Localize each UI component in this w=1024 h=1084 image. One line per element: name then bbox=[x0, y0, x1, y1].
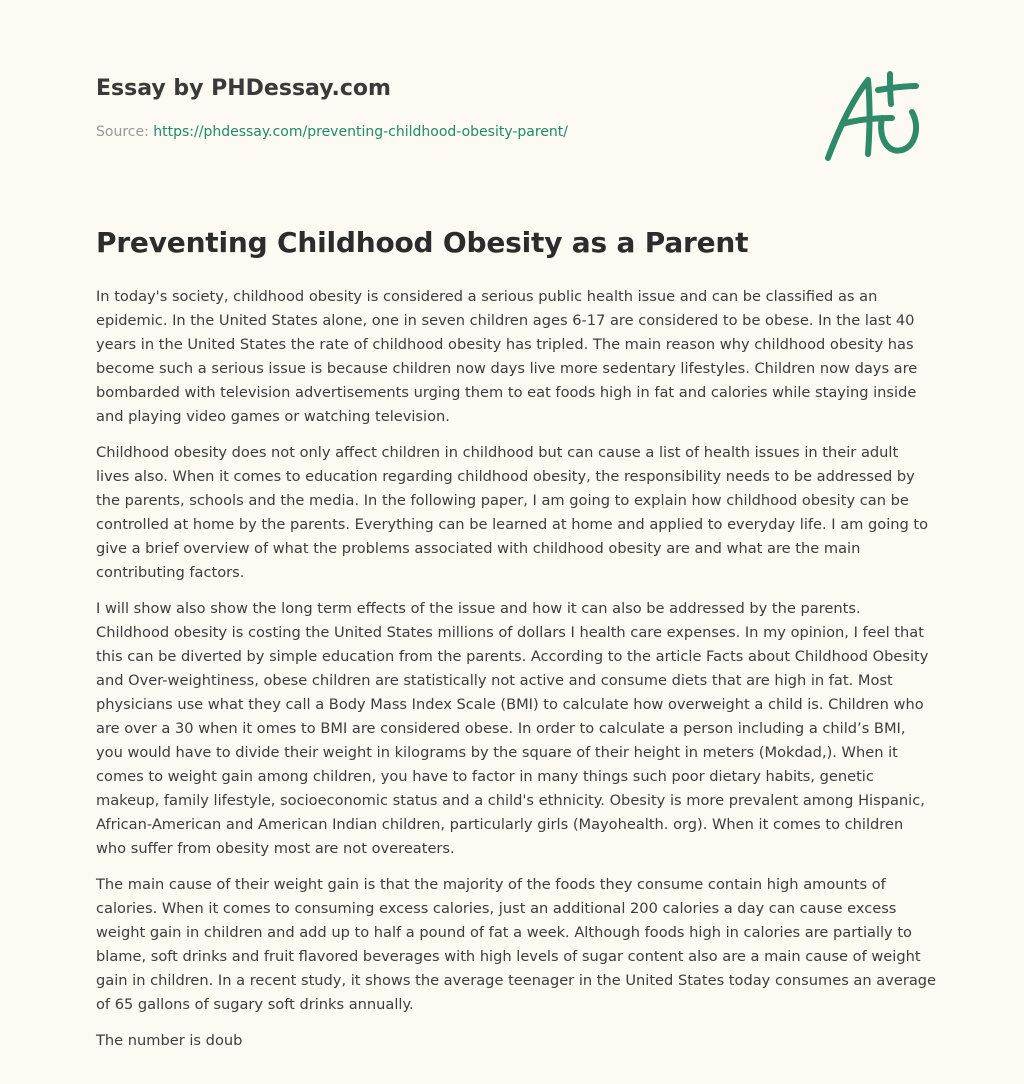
essay-paragraph: The main cause of their weight gain is that the majority of the foods they consume contain high amounts of calories. When it comes to consuming excess calories, just an additional 200 calories a day can cause excess weight gain in children and add up to half a pound of fat a week. Although foods high in calories are partially to blame, soft drinks and fruit flavored beverages with high levels of sugar content also are a main cause of weight gain in children. In a recent study, it shows the average teenager in the United States today consumes an average of 65 gallons of sugary soft drinks annually. bbox=[96, 876, 937, 1013]
essay-title: Preventing Childhood Obesity as a Parent bbox=[96, 226, 749, 259]
essay-body bbox=[96, 285, 936, 1065]
source-label: Source: bbox=[96, 124, 154, 140]
essay-paragraph: I will show also show the long term effects of the issue and how it can also be addressed by the parents. Childhood obesity is costing the United States millions of dollars I health care expenses. In my opinion, I feel that this can be diverted by simple education from the parents. According to the article Facts about Childhood Obesity and Over-weightiness, obese children are statistically not active and consume diets that are high in fat. Most physicians use what they call a Body Mass Index Scale (BMI) to calculate how overweight a child is. Children who are over a 30 when it omes to BMI are considered obese. In order to calculate a person including a child’s BMI, you would have to divide their weight in kilograms by the square of their height in meters (Mokdad,). When it comes to weight gain among children, you have to factor in many things such poor dietary habits, genetic makeup, family lifestyle, socioeconomic status and a child's ethnicity. Obesity is more prevalent among Hispanic, African-American and American Indian children, particularly girls (Mayohealth. org). When it comes to children who suffer from obesity most are not overeaters. bbox=[96, 600, 929, 857]
source-line bbox=[96, 124, 568, 140]
source-link[interactable]: https://phdessay.com/preventing-childhood-obesity-parent/ bbox=[153, 124, 569, 140]
brand-title: Essay by PHDessay.com bbox=[96, 76, 391, 101]
essay-paragraph: In today's society, childhood obesity is considered a serious public health issue and can be classified as an epidemic. In the United States alone, one in seven children ages 6-17 are considered to be obese. In the last 40 years in the United States the rate of childhood obesity has tripled. The main reason why childhood obesity has become such a serious issue is because children now days live more sedentary lifestyles. Children now days are bombarded with television advertisements urging them to eat foods high in fat and calories while staying inside and playing video games or watching television. bbox=[96, 288, 918, 425]
essay-paragraph: The number is doub bbox=[96, 1032, 243, 1049]
essay-paragraph: Childhood obesity does not only affect children in childhood but can cause a list of health issues in their adult lives also. When it comes to education regarding childhood obesity, the responsibility needs to be addressed by the parents, schools and the media. In the following paper, I am going to explain how childhood obesity can be controlled at home by the parents. Everything can be learned at home and applied to everyday life. I am going to give a brief overview of what the problems associated with childhood obesity are and what are the main contributing factors. bbox=[96, 444, 929, 581]
a-plus-logo-icon bbox=[818, 66, 930, 166]
